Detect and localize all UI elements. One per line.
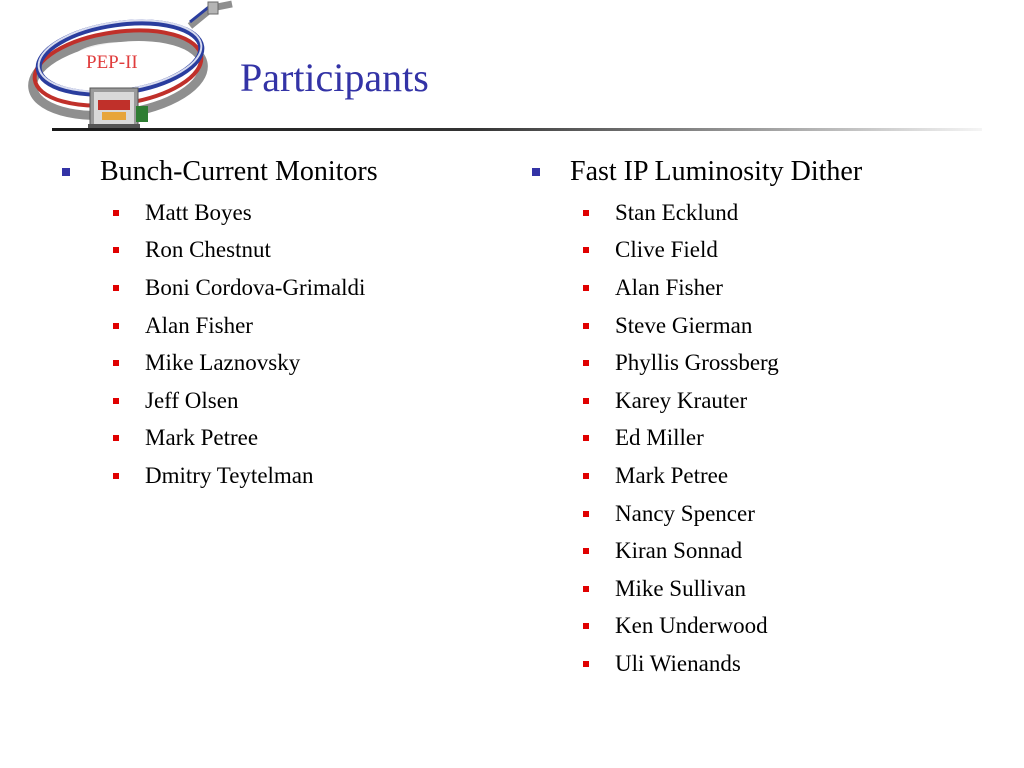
square-bullet-icon <box>113 398 119 404</box>
participant-name: Karey Krauter <box>615 387 748 413</box>
participant-name: Kiran Sonnad <box>615 538 743 564</box>
square-bullet-icon <box>583 473 589 479</box>
square-bullet-icon <box>583 511 589 517</box>
square-bullet-icon <box>583 210 589 216</box>
list-item <box>113 269 378 307</box>
list-item <box>583 608 862 646</box>
list-item <box>583 307 862 345</box>
list-item <box>583 232 862 270</box>
list-item <box>583 344 862 382</box>
square-bullet-icon <box>583 360 589 366</box>
list-item <box>583 532 862 570</box>
logo-text: PEP-II <box>86 52 138 73</box>
square-bullet-icon <box>113 285 119 291</box>
list-item <box>583 382 862 420</box>
list-item <box>113 344 378 382</box>
participant-name: Mark Petree <box>615 462 729 488</box>
square-bullet-icon <box>113 360 119 366</box>
list-item <box>583 645 862 683</box>
list-item <box>113 194 378 232</box>
pep-ii-logo <box>22 0 242 135</box>
list-item <box>113 232 378 270</box>
square-bullet-icon <box>583 247 589 253</box>
page-title: Participants <box>240 55 429 100</box>
square-bullet-icon <box>113 435 119 441</box>
square-bullet-icon <box>583 323 589 329</box>
list-item <box>583 457 862 495</box>
participant-list <box>583 194 862 683</box>
participant-name: Matt Boyes <box>145 199 252 225</box>
participant-name: Ron Chestnut <box>145 237 271 263</box>
column-bunch-current-monitors <box>62 156 378 495</box>
list-item <box>583 420 862 458</box>
bullet-heading <box>62 156 378 188</box>
participant-name: Phyllis Grossberg <box>615 350 779 376</box>
participant-name: Uli Wienands <box>615 650 741 676</box>
title-underline <box>52 128 982 131</box>
participant-name: Mike Laznovsky <box>145 350 301 376</box>
participant-name: Jeff Olsen <box>145 387 239 413</box>
list-item <box>113 457 378 495</box>
participant-name: Mark Petree <box>145 425 259 451</box>
list-item <box>583 194 862 232</box>
square-bullet-icon <box>583 623 589 629</box>
participant-name: Clive Field <box>615 237 718 263</box>
participant-name: Nancy Spencer <box>615 500 755 526</box>
square-bullet-icon <box>532 168 540 176</box>
list-item <box>583 269 862 307</box>
participant-list <box>113 194 378 495</box>
square-bullet-icon <box>583 398 589 404</box>
square-bullet-icon <box>113 473 119 479</box>
square-bullet-icon <box>583 586 589 592</box>
participant-name: Ed Miller <box>615 425 704 451</box>
bullet-heading <box>532 156 862 188</box>
participant-name: Alan Fisher <box>615 274 723 300</box>
square-bullet-icon <box>62 168 70 176</box>
list-item <box>583 570 862 608</box>
square-bullet-icon <box>583 285 589 291</box>
list-item <box>113 307 378 345</box>
column-fast-ip-luminosity-dither <box>532 156 862 683</box>
square-bullet-icon <box>583 435 589 441</box>
list-item <box>583 495 862 533</box>
heading-text: Fast IP Luminosity Dither <box>570 156 863 187</box>
participant-name: Mike Sullivan <box>615 575 746 601</box>
square-bullet-icon <box>113 247 119 253</box>
participant-name: Dmitry Teytelman <box>145 462 314 488</box>
list-item <box>113 420 378 458</box>
square-bullet-icon <box>113 210 119 216</box>
participant-name: Stan Ecklund <box>615 199 739 225</box>
heading-text: Bunch-Current Monitors <box>100 156 378 187</box>
participant-name: Steve Gierman <box>615 312 753 338</box>
list-item <box>113 382 378 420</box>
participant-name: Ken Underwood <box>615 613 768 639</box>
square-bullet-icon <box>113 323 119 329</box>
square-bullet-icon <box>583 661 589 667</box>
participant-name: Boni Cordova-Grimaldi <box>145 274 366 300</box>
participant-name: Alan Fisher <box>145 312 253 338</box>
square-bullet-icon <box>583 548 589 554</box>
